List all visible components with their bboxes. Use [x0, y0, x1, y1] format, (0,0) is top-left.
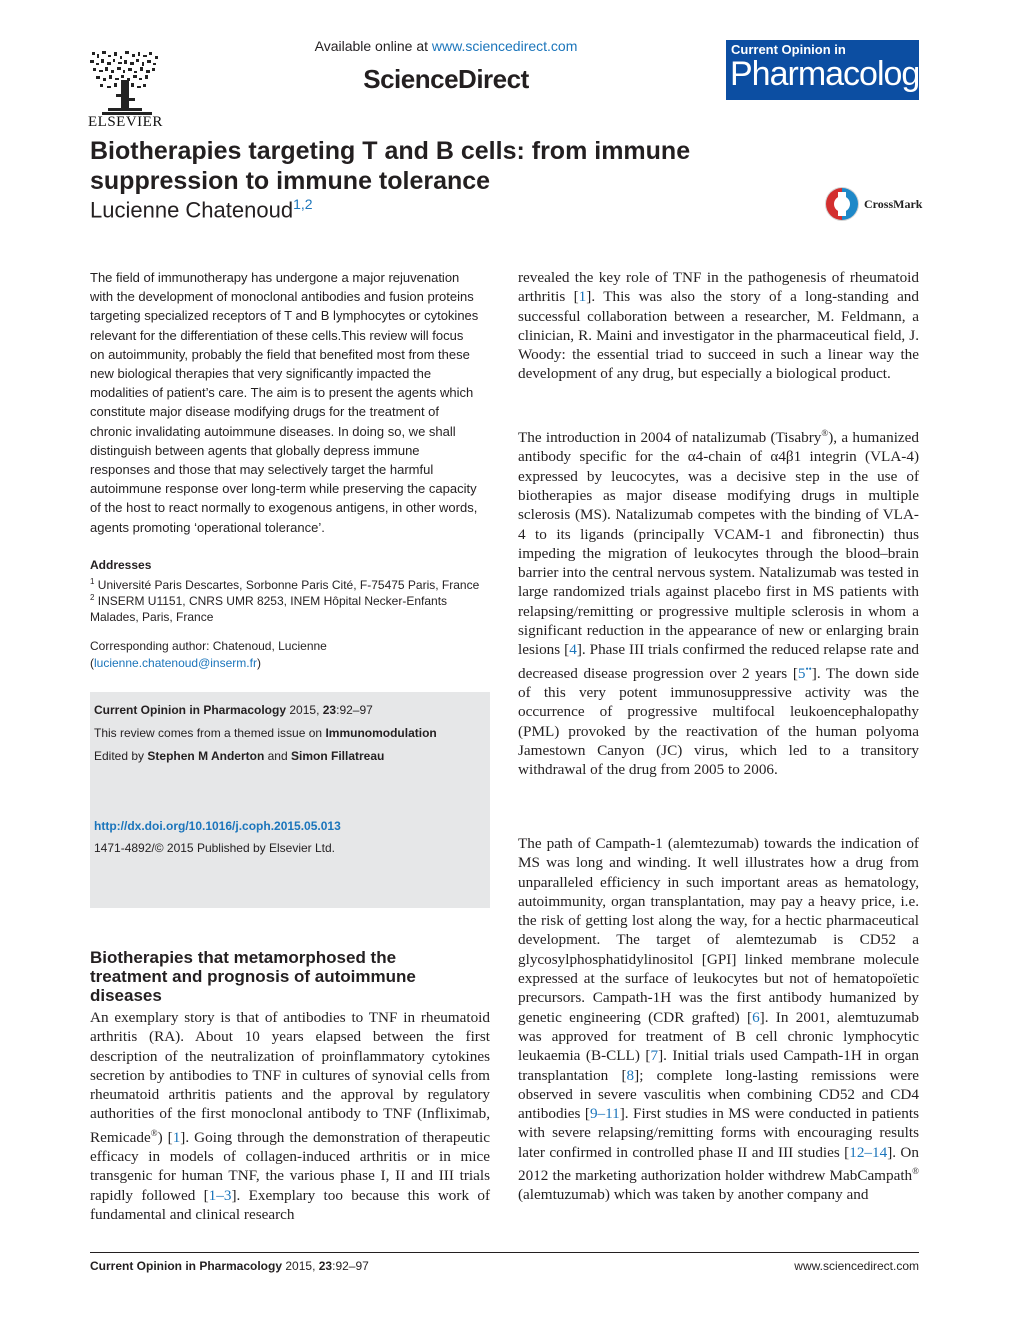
info-issn: 1471-4892/	[94, 841, 155, 855]
corresponding-label: Corresponding author: Chatenoud, Lucienne	[90, 639, 327, 653]
footer-citation	[90, 1259, 369, 1273]
ref-link[interactable]: 8	[626, 1066, 635, 1084]
text-span: ]. This was also the story of a long-standing and successful collaboration between a researcher, M. Feldmann, a clinician, R. Maini and investigator in the pharmaceutical field, J. Woody: the essential triad to succeed in such a linear way the development of any drug, but especially a biological product.	[518, 288, 919, 383]
text-span: (alemtuzumab) which was taken by another company and	[518, 1186, 869, 1204]
ref-link[interactable]: 6	[752, 1008, 760, 1026]
available-prefix: Available online at	[314, 38, 428, 54]
ref-link[interactable]: 4	[569, 641, 577, 659]
ref-link[interactable]: 5	[797, 664, 806, 682]
info-editor-2: Simon Fillatreau	[291, 749, 385, 763]
ref-link[interactable]: 12–14	[849, 1143, 888, 1161]
ref-link[interactable]: 9–11	[589, 1105, 620, 1123]
text-span: revealed the key role of TNF in the pathogenesis of rheumatoid arthritis [	[518, 269, 919, 306]
info-year: 2015,	[289, 703, 320, 717]
sciencedirect-link[interactable]: www.sciencedirect.com	[431, 38, 578, 54]
footer-year: 2015,	[285, 1259, 316, 1273]
info-copyright	[94, 840, 335, 856]
author-affiliation[interactable]: 1,2	[293, 196, 313, 212]
corresponding-email-link[interactable]: lucienne.chatenoud@inserm.fr	[94, 655, 257, 670]
text-span: ]. The down side of this very potent immunosuppressive activity was the occurrence of progressive multifocal leukoencephalopathy (PML) provoked by the reactivation of the human polyoma Jamestown Canyon (JC) virus, which led to a transitory withdrawal of the drug from 2005 to 2006.	[518, 664, 920, 779]
info-editors	[94, 748, 384, 764]
journal-logo-top: Current Opinion in	[731, 42, 846, 57]
footer-pages: :92–97	[332, 1259, 369, 1273]
text-span: An exemplary story is that of antibodies to TNF in rheumatoid arthritis (RA). About 10 years elapsed between the first description of the neutralization of proinflammatory cytokines secretion by antibodies to TNF in cultures of synovial cells from rheumatoid arthritis patients and the approval by regulatory authorities of the first monoclonal antibody to TNF (Infliximab, Remicade	[90, 1009, 490, 1146]
info-theme-prefix: This review comes from a themed issue on	[94, 726, 323, 740]
address-2-line-2: Malades, Paris, France	[90, 610, 214, 624]
text-span: ), a humanized antibody specific for the α4-chain of α4β1 integrin (VLA-4) expressed by leucocytes, was a decisive step in the use of biotherapies as major disease modifying drugs in multiple sclerosis (MS). Natalizumab competes with the binding of VLA-4 to its ligands (principally VCAM-1 and fibronectin) thus impeding the migration of leukocytes through the blood–brain barrier into the central nervous system. Natalizumab was tested in large randomized trials against placebo first in MS patients with relapsing/remitting or progressive multiple sclerosis in whom a significant reduction in the appearance of new or enlarging brain lesions [	[518, 429, 919, 659]
ref-link[interactable]: 7	[650, 1047, 659, 1065]
addresses-heading: Addresses	[90, 558, 152, 572]
footer-volume: 23	[318, 1259, 333, 1273]
section-heading-line-2: treatment and prognosis of autoimmune	[90, 967, 416, 986]
journal-logo-main: Pharmacology	[730, 55, 936, 93]
text-span: ]. First studies in MS were conducted in patients with severe relapsing/remitting forms with encouraging results later confirmed in controlled phase II and III studies [	[518, 1105, 919, 1161]
email-close: )	[256, 655, 261, 670]
info-copyright-text: © 2015 Published by Elsevier Ltd.	[154, 841, 336, 855]
article-title	[90, 136, 790, 196]
info-doi	[94, 818, 341, 834]
elsevier-wordmark: ELSEVIER	[88, 114, 163, 130]
ref-link[interactable]: 1	[172, 1128, 181, 1146]
text-span: ]. Going through the demonstration of therapeutic efficacy in models of collagen-induced arthritis or in mice transgenic for human TNF, the various phase I, II and III trials rapidly followed [	[90, 1128, 490, 1204]
abstract: The field of immunotherapy has undergone a major rejuvenation with the development of monoclonal antibodies and fusion proteins targeting specialized receptors of T and B lymphocytes or cytokines relevant for the differentiation of these cells.This review will focus on autoimmunity, probably the field that benefited most from these new biological therapies that very significantly impacted the modalities of patient’s care. The aim is to present the agents which constitute major disease modifying drugs for the treatment of chronic invalidating autoimmune diseases. In doing so, we shall distinguish between agents that globally depress immune responses and those that may selectively target the harmful autoimmune response over long-term while preserving the capacity of the host to react normally to exogenous antigens, in other words, agents promoting ‘operational tolerance’.	[90, 270, 479, 535]
address-1-text: Université Paris Descartes, Sorbonne Paris Cité, F-75475 Paris, France	[97, 578, 480, 592]
title-line-2: suppression to immune tolerance	[90, 167, 491, 195]
title-line-1: Biotherapies targeting T and B cells: from immune	[90, 137, 691, 165]
info-theme-name: Immunomodulation	[325, 726, 437, 740]
journal-logo	[726, 40, 936, 100]
text-span: The introduction in 2004 of natalizumab (Tisabry	[518, 429, 822, 447]
text-span: ]. Initial trials used Campath-1H in organ transplantation [	[518, 1047, 919, 1084]
body-paragraph-4	[518, 834, 919, 1205]
info-pages: :92–97	[336, 703, 373, 717]
section-heading	[90, 948, 490, 1005]
address-2	[90, 590, 490, 625]
info-volume: 23	[322, 703, 337, 717]
author-name: Lucienne Chatenoud	[90, 197, 294, 223]
body-paragraph-2	[518, 268, 919, 384]
section-heading-line-3: diseases	[90, 986, 162, 1005]
registered-mark: ®	[150, 1127, 158, 1138]
info-journal: Current Opinion in Pharmacology	[94, 703, 287, 717]
email-open: (	[90, 655, 94, 670]
text-span: ) [	[157, 1128, 173, 1146]
info-editor-1: Stephen M Anderton	[147, 749, 265, 763]
corresponding-author	[90, 638, 490, 671]
author	[90, 196, 313, 223]
text-span: ]; complete long-lasting remissions were observed in severe vasculitis when combining CD52 and CD4 antibodies [	[518, 1066, 919, 1123]
info-edited-prefix: Edited by	[94, 749, 145, 763]
registered-mark: ®	[821, 428, 829, 438]
text-span: ]. Exemplary too because this work of fundamental and clinical research	[90, 1186, 490, 1224]
ref-link[interactable]: 1–3	[208, 1186, 232, 1204]
text-span: The path of Campath-1 (alemtezumab) towards the indication of MS was long and winding. It well illustrates how a drug from unparalleled efficiency in such important areas as hematology, autoimmunity, organ transplantation, may pay a heavy price, i.e. the risk of getting lost along the way, for a hectic pharmaceutical development. The target of alemtezumab is CD52 a glycosylphosphatidylinositol [GPI] linked membrane molecule expressed at the surface of leukocytes but not of hematopoïetic precursors. Campath-1H was the first antibody humanized by genetic engineering (CDR grafted) [	[518, 835, 919, 1026]
text-span: ]. In 2001, alemtuzumab was approved for treatment of B cell chronic lymphocytic leukaemia (B-CLL) [	[518, 1008, 919, 1065]
text-span: ]. Phase III trials confirmed the reduced relapse rate and decreased disease progression over 2 years [	[518, 641, 920, 682]
body-paragraph-1	[90, 1008, 490, 1224]
body-left-column	[90, 1008, 490, 1224]
info-citation	[94, 702, 373, 718]
info-theme	[94, 725, 437, 741]
footer-divider	[90, 1252, 919, 1253]
sciencedirect-wordmark: ScienceDirect	[363, 64, 529, 94]
crossmark-label: CrossMark	[864, 197, 923, 211]
address-2-line-1: INSERM U1151, CNRS UMR 8253, INEM Hôpital Necker-Enfants	[97, 594, 448, 608]
section-heading-line-1: Biotherapies that metamorphosed the	[90, 948, 397, 967]
text-span: ]. On 2012 the marketing authorization holder withdrew MabCampath	[518, 1143, 919, 1185]
doi-link[interactable]: http://dx.doi.org/10.1016/j.coph.2015.05.013	[94, 819, 341, 833]
address-1-num: 1	[90, 577, 95, 586]
ref-star: ••	[805, 663, 812, 674]
footer-url[interactable]: www.sciencedirect.com	[794, 1259, 919, 1273]
article-info-box	[90, 692, 490, 908]
body-paragraph-3	[518, 424, 919, 779]
footer-journal: Current Opinion in Pharmacology	[90, 1259, 283, 1273]
info-and: and	[267, 749, 288, 763]
corresponding-email-line	[90, 655, 490, 672]
ref-link[interactable]: 1	[578, 288, 587, 306]
address-2-num: 2	[90, 593, 95, 602]
registered-mark: ®	[912, 1166, 919, 1177]
